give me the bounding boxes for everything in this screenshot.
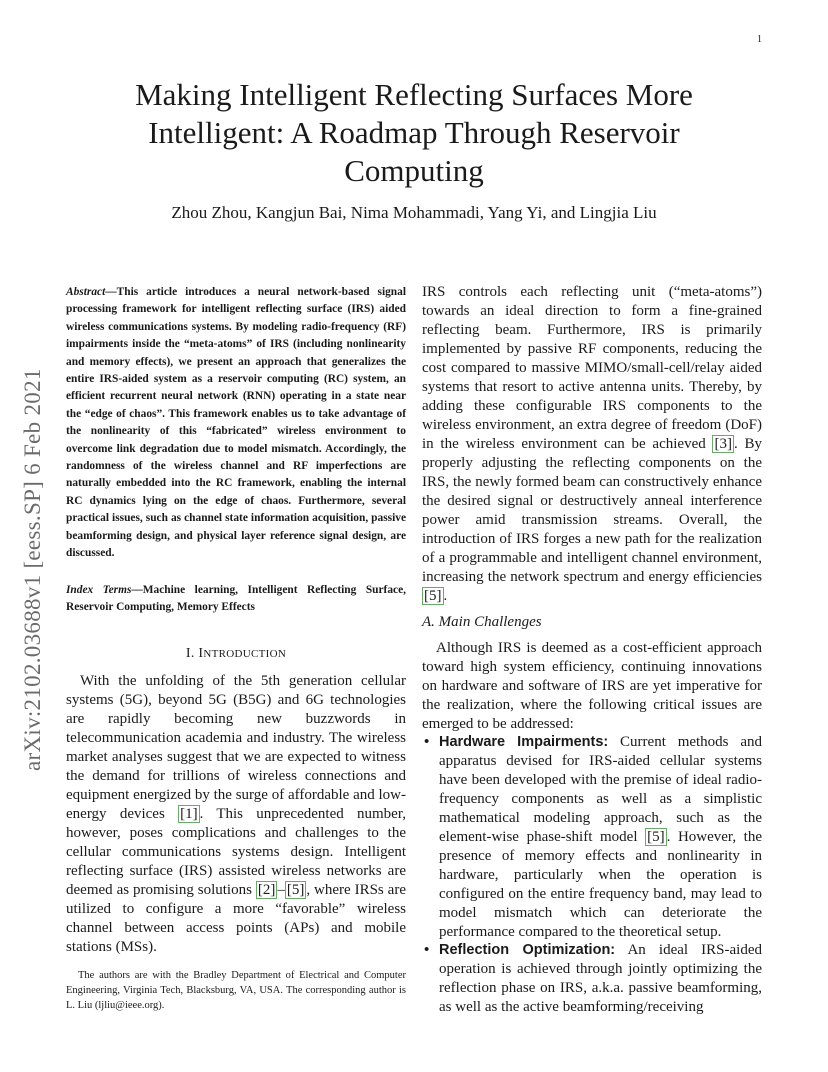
arxiv-side-stamp: arXiv:2102.03688v1 [eess.SP] 6 Feb 2021 [20, 368, 45, 771]
author-list: Zhou Zhou, Kangjun Bai, Nima Mohammadi, Yang Yi, and Lingjia Liu [171, 203, 657, 222]
paragraph-text: IRS controls each reflecting unit (“meta-atoms”) towards an ideal direction to form a fine-grained reflecting beam. Furthermore, IRS is primarily implemented by passive RF components, reducing the cost compared to massive MIMO/small-cell/relay aided systems that resort to active antenna units. Thereby, by adding these configurable IRS components to the wireless environment, an extra degree of freedom (DoF) in the wireless environment can be achieved [422, 284, 762, 452]
citation-link[interactable]: [2] [257, 882, 276, 898]
citation-link[interactable]: [5] [647, 829, 665, 845]
bullet-text: Current methods and apparatus devised for IRS-aided cellular systems have been developed with the premise of ideal radio-frequency components as well as a simplistic mathematical modeling approach, such as the element-wise phase-shift model [439, 734, 762, 845]
right-column-paragraph [422, 283, 762, 606]
bullet-text: An ideal IRS-aided operation is achieved through jointly optimizing the reflection phase on IRS, a.k.a. passive beamforming, as well as the active beamforming/receiving [439, 942, 763, 1015]
citation-link[interactable]: [5] [286, 882, 305, 898]
page-number: 1 [757, 34, 762, 45]
challenges-intro-paragraph: Although IRS is deemed as a cost-efficient approach toward high system efficiency, continuing innovations on hardware and software of IRS are yet imperative for the realization, where the following critical issues are emerged to be addressed: [422, 640, 762, 732]
abstract-label: Abstract [66, 286, 106, 298]
abstract [66, 284, 406, 563]
intro-text: , where IRSs are utilized to configure a more “favorable” wireless channel between access points (APs) and mobile stations (MSs). [66, 882, 406, 955]
intro-text: . This unprecedented number, however, poses complications and challenges to the cellular communications systems design. Intelligent reflecting surface (IRS) assisted wireless networks are deemed as promising solutions [66, 806, 406, 898]
bullet-text: . However, the presence of memory effects and nonlinearity in hardware, particularly when the operation is configured on the entire frequency band, may lead to model mismatch which can deteriorate the performance compared to the theoretical setup. [439, 829, 763, 940]
subsection-heading-main-challenges: A. Main Challenges [422, 614, 542, 630]
index-terms [66, 582, 406, 617]
section-title-rest: NTRODUCTION [203, 648, 287, 660]
paragraph-text: . [443, 588, 448, 604]
abstract-text: —This article introduces a neural network-based signal processing framework for intelligent reflecting surface (IRS) aided wireless communications systems. By modeling radio-frequency (RF) impairments inside the “meta-atoms” of IRS (including nonlinearity and memory effects), we present an approach that generalizes the entire IRS-aided system as a reservoir computing (RC) system, an efficient recurrent neural network (RNN) operating in a state near the “edge of chaos”. This framework enables us to take advantage of the nonlinearity of this “fabricated” wireless environment to overcome link degradation due to model mismatch. Accordingly, the randomness of the wireless channel and RF imperfections are naturally embedded into the RC framework, enabling the internal RC dynamics lying on the edge of chaos. Furthermore, several practical issues, such as channel state information acquisition, passive beamforming design, and physical layer reference signal design, are discussed. [66, 286, 406, 560]
bullet-hardware-impairments [422, 733, 762, 942]
bullet-marker: • [424, 734, 430, 750]
citation-link[interactable]: [3] [714, 436, 732, 452]
index-terms-label: Index Terms [66, 584, 132, 596]
introduction-paragraph [66, 672, 406, 957]
affiliation-footnote: The authors are with the Bradley Department of Electrical and Computer Engineering, Virginia Tech, Blacksburg, VA, USA. The corresponding author is L. Liu (ljliu@ieee.org). [66, 970, 406, 1011]
section-heading-introduction [66, 646, 406, 662]
index-terms-text: —Machine learning, Intelligent Reflecting Surface, Reservoir Computing, Memory Effects [66, 584, 406, 614]
citation-link[interactable]: [5] [424, 588, 442, 604]
bullet-heading: Reflection Optimization: [439, 942, 616, 958]
intro-text: With the unfolding of the 5th generation cellular systems (5G), beyond 5G (B5G) and 6G technologies are rapidly becoming new buzzwords in telecommunication academia and industry. The wireless market analyses suggest that we are expected to witness the demand for trillions of wireless connections and equipment energized by the surge of affordable and low-energy devices [66, 673, 406, 822]
section-numeral: I. [185, 646, 199, 661]
bullet-marker: • [424, 942, 430, 958]
citation-link[interactable]: [1] [180, 806, 198, 822]
paragraph-text: . By properly adjusting the reflecting components on the IRS, the newly formed beam can constructively enhance the desired signal or destructively anneal interference power amid transmission streams. Overall, the introduction of IRS forges a new path for the realization of a programmable and intelligent channel environment, increasing the network spectrum and energy efficiencies [422, 436, 762, 585]
section-first-letter: I [198, 646, 204, 661]
intro-text: – [277, 882, 285, 898]
bullet-reflection-optimization [422, 941, 762, 1017]
bullet-heading: Hardware Impairments: [439, 734, 609, 750]
paper-title: Making Intelligent Reflecting Surfaces More Intelligent: A Roadmap Through Reservoir Computing [135, 77, 693, 188]
